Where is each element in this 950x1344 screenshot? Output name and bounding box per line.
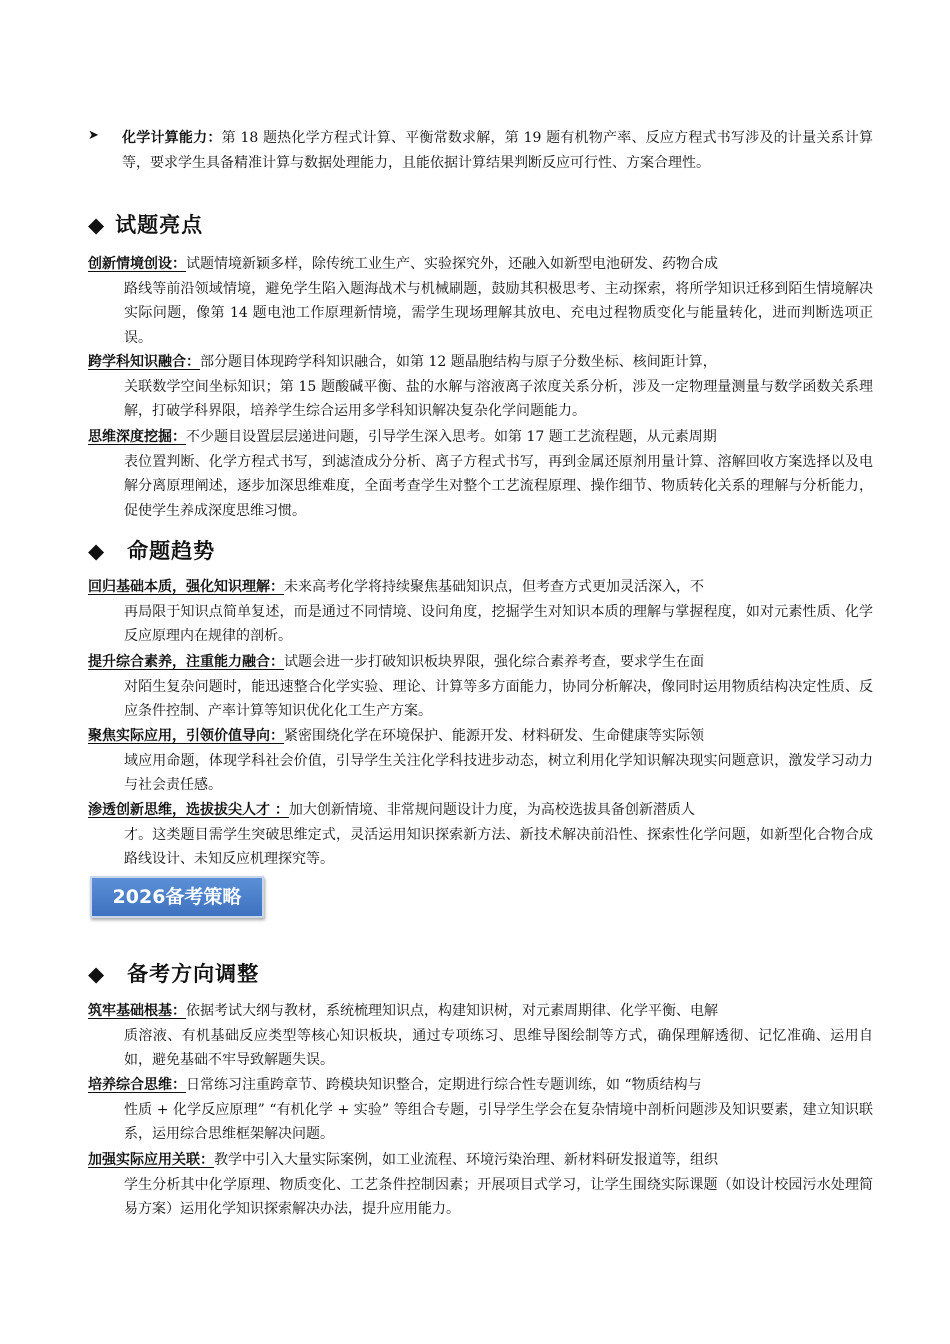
highlight-item-3 <box>88 425 873 523</box>
trend-item-1 <box>88 575 873 649</box>
trend-item-4 <box>88 798 873 872</box>
item-text-rest: 表位置判断、化学方程式书写，到滤渣成分分析、离子方程式书写，再到金属还原剂用量计算、溶解回收方案选择以及电解分离原理阐述，逐步加深思维难度，全面考查学生对整个工艺流程原理、操作细节、物质转化关系的理解与分析能力，促使学生养成深度思维习惯。 <box>124 453 873 519</box>
trend-item-3 <box>88 724 873 798</box>
item-label: 渗透创新思维，选拔拔尖人才 ： <box>88 802 289 818</box>
item-label: 思维深度挖掘： <box>88 429 186 445</box>
diamond-bullet-icon: ◆ <box>88 962 106 986</box>
item-label: 创新情境创设： <box>88 256 186 272</box>
item-text-rest: 性质 + 化学反应原理” “有机化学 + 实验” 等组合专题，引导学生学会在复杂情境中剖析问题涉及知识要素，建立知识联系，运用综合思维框架解决问题。 <box>124 1101 873 1142</box>
item-text-first: 加大创新情境、非常规问题设计力度，为高校选拔具备创新潜质人 <box>288 802 695 818</box>
item-label: 培养综合思维： <box>88 1077 186 1093</box>
item-text-first: 试题会进一步打破知识板块界限，强化综合素养考查，要求学生在面 <box>284 654 704 670</box>
section-title: 命题趋势 <box>127 539 216 563</box>
item-text-rest: 才。这类题目需学生突破思维定式，灵活运用知识探索新方法、新技术解决前沿性、探索性化学问题，如新型化合物合成路线设计、未知反应机理探究等。 <box>124 826 873 867</box>
section-title: 试题亮点 <box>115 213 204 237</box>
section-heading-prep <box>88 958 259 988</box>
diamond-bullet-icon: ◆ <box>88 539 106 563</box>
calc-ability-label: 化学计算能力： <box>122 130 222 146</box>
item-text-rest: 学生分析其中化学原理、物质变化、工艺条件控制因素；开展项目式学习，让学生围绕实际课题（如设计校园污水处理简易方案）运用化学知识探索解决办法，提升应用能力。 <box>124 1176 873 1217</box>
item-text-first: 日常练习注重跨章节、跨模块知识整合，定期进行综合性专题训练，如 “物质结构与 <box>186 1077 702 1093</box>
item-text-rest: 质溶液、有机基础反应类型等核心知识板块，通过专项练习、思维导图绘制等方式，确保理解透彻、记忆准确、运用自如，避免基础不牢导致解题失误。 <box>124 1027 873 1068</box>
calc-ability-text: 第 18 题热化学方程式计算、平衡常数求解，第 19 题有机物产率、反应方程式书写涉及的计量关系计算等，要求学生具备精准计算与数据处理能力，且能依据计算结果判断反应可行性、方案合理性。 <box>122 130 873 171</box>
item-text-rest: 关联数学空间坐标知识；第 15 题酸碱平衡、盐的水解与溶液离子浓度关系分析，涉及一定物理量测量与数学函数关系理解，打破学科界限，培养学生综合运用多学科知识解决复杂化学问题能力。 <box>124 378 873 419</box>
item-text-rest: 域应用命题，体现学科社会价值，引导学生关注化学科技进步动态，树立利用化学知识解决现实问题意识，激发学习动力与社会责任感。 <box>124 752 873 793</box>
item-text-rest: 对陌生复杂问题时，能迅速整合化学实验、理论、计算等多方面能力，协同分析解决，像同时运用物质结构决定性质、反应条件控制、产率计算等知识优化化工生产方案。 <box>124 678 873 719</box>
prep-item-3 <box>88 1148 873 1222</box>
item-text-first: 教学中引入大量实际案例，如工业流程、环境污染治理、新材料研发报道等，组织 <box>214 1152 718 1168</box>
highlight-item-2 <box>88 350 873 424</box>
item-label: 筑牢基础根基： <box>88 1003 186 1019</box>
item-text-first: 紧密围绕化学在环境保护、能源开发、材料研发、生命健康等实际领 <box>284 728 704 744</box>
item-text-first: 不少题目设置层层递进问题，引导学生深入思考。如第 17 题工艺流程题，从元素周期 <box>186 429 717 445</box>
item-text-first: 依据考试大纲与教材，系统梳理知识点，构建知识树，对元素周期律、化学平衡、电解 <box>186 1003 718 1019</box>
item-label: 跨学科知识融合： <box>88 354 200 370</box>
item-text-first: 试题情境新颖多样，除传统工业生产、实验探究外，还融入如新型电池研发、药物合成 <box>186 256 718 272</box>
calc-ability-item <box>88 126 873 176</box>
item-label: 聚焦实际应用，引领价值导向： <box>88 728 284 744</box>
highlight-item-1 <box>88 252 873 350</box>
item-text-first: 部分题目体现跨学科知识融合，如第 12 题晶胞结构与原子分数坐标、核间距计算， <box>200 354 717 370</box>
calc-ability-body <box>122 126 873 176</box>
prep-item-1 <box>88 999 873 1073</box>
section-heading-trends <box>88 535 215 565</box>
item-text-first: 未来高考化学将持续聚焦基础知识点，但考查方式更加灵活深入，不 <box>284 579 704 595</box>
item-text-rest: 路线等前沿领域情境，避免学生陷入题海战术与机械刷题，鼓励其积极思考、主动探索，将所学知识迁移到陌生情境解决实际问题，像第 14 题电池工作原理新情境，需学生现场理解其放电、充电过程物质变化与能量转化，进而判断选项正误。 <box>124 280 873 346</box>
section-title: 备考方向调整 <box>127 962 260 986</box>
arrow-bullet-icon: ➤ <box>88 128 99 143</box>
diamond-bullet-icon: ◆ <box>88 213 106 237</box>
item-label: 提升综合素养，注重能力融合： <box>88 654 284 670</box>
item-label: 加强实际应用关联： <box>88 1152 214 1168</box>
item-label: 回归基础本质，强化知识理解： <box>88 579 284 595</box>
item-text-rest: 再局限于知识点简单复述，而是通过不同情境、设问角度，挖掘学生对知识本质的理解与掌握程度，如对元素性质、化学反应原理内在规律的剖析。 <box>124 603 873 644</box>
prep-item-2 <box>88 1073 873 1147</box>
prep-strategy-badge: 2026备考策略 <box>90 876 264 918</box>
trend-item-2 <box>88 650 873 724</box>
section-heading-highlights <box>88 209 203 239</box>
